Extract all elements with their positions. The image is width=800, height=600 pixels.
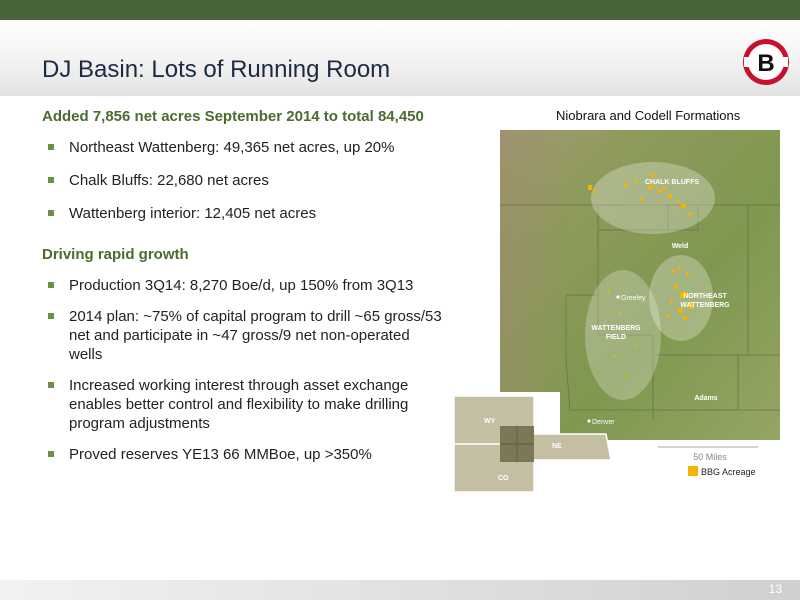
field-label: FIELD: [605, 334, 627, 341]
bullet-square-icon: [48, 177, 54, 183]
bullet-square-icon: [48, 451, 54, 457]
bullet-item: [42, 376, 442, 433]
bullet-square-icon: [48, 313, 54, 319]
wattenberg-label: WATTENBERG: [680, 302, 730, 309]
top-accent-bar: [0, 0, 800, 20]
growth-bullet-list: [42, 276, 442, 476]
bullet-text: Increased working interest through asset exchange enables better control and flexibility to make drilling program adjustments: [69, 377, 409, 432]
inset-wy-label: WY: [484, 418, 496, 425]
bullet-square-icon: [48, 144, 54, 150]
bullet-text: Proved reserves YE13 66 MMBoe, up >350%: [69, 446, 372, 463]
bullet-item: [42, 138, 502, 157]
greeley-marker-icon: [616, 295, 619, 298]
bullet-text: Chalk Bluffs: 22,680 net acres: [69, 172, 269, 189]
bullet-square-icon: [48, 282, 54, 288]
chalk-bluffs-label: CHALK BLUFFS: [644, 179, 700, 186]
bullet-item: [42, 171, 502, 190]
wattenberg-field-label: WATTENBERG: [591, 325, 641, 332]
growth-headline: Driving rapid growth: [42, 246, 189, 263]
northeast-label: NORTHEAST: [683, 293, 727, 300]
chalk-bluffs-area: [591, 162, 715, 234]
map-scale-label: 50 Miles: [693, 452, 727, 462]
legend-swatch-icon: [688, 466, 698, 476]
weld-label: Weld: [671, 243, 689, 250]
inset-ne-label: NE: [552, 443, 562, 450]
bullet-item: [42, 276, 442, 295]
bullet-item: [42, 445, 442, 464]
footer-bar: [0, 580, 800, 600]
map-caption: Niobrara and Codell Formations: [556, 108, 741, 123]
greeley-label: Greeley: [621, 295, 646, 302]
bullet-square-icon: [48, 210, 54, 216]
adams-label: Adams: [694, 395, 718, 402]
logo-letter: B: [757, 50, 775, 77]
denver-marker-icon: [587, 419, 590, 422]
bullet-text: Production 3Q14: 8,270 Boe/d, up 150% from 3Q13: [69, 277, 414, 294]
bill-barrett-logo-icon: [741, 37, 791, 87]
acreage-headline: Added 7,856 net acres September 2014 to total 84,450: [42, 108, 424, 125]
acreage-bullet-list: [42, 138, 502, 237]
denver-label: Denver: [592, 419, 615, 426]
bullet-text: Northeast Wattenberg: 49,365 net acres, up 20%: [69, 139, 395, 156]
dj-basin-map: [448, 130, 780, 495]
bullet-text: 2014 plan: ~75% of capital program to drill ~65 gross/53 net and participate in ~47 gross/9 net non-operated wells: [69, 308, 442, 363]
bullet-square-icon: [48, 382, 54, 388]
slide-title: DJ Basin: Lots of Running Room: [42, 56, 391, 83]
page-number: 13: [768, 582, 782, 596]
legend-label: BBG Acreage: [701, 467, 756, 477]
bullet-text: Wattenberg interior: 12,405 net acres: [69, 205, 317, 222]
bullet-item: [42, 307, 442, 364]
bullet-item: [42, 204, 502, 223]
inset-co-label: CO: [498, 475, 509, 482]
